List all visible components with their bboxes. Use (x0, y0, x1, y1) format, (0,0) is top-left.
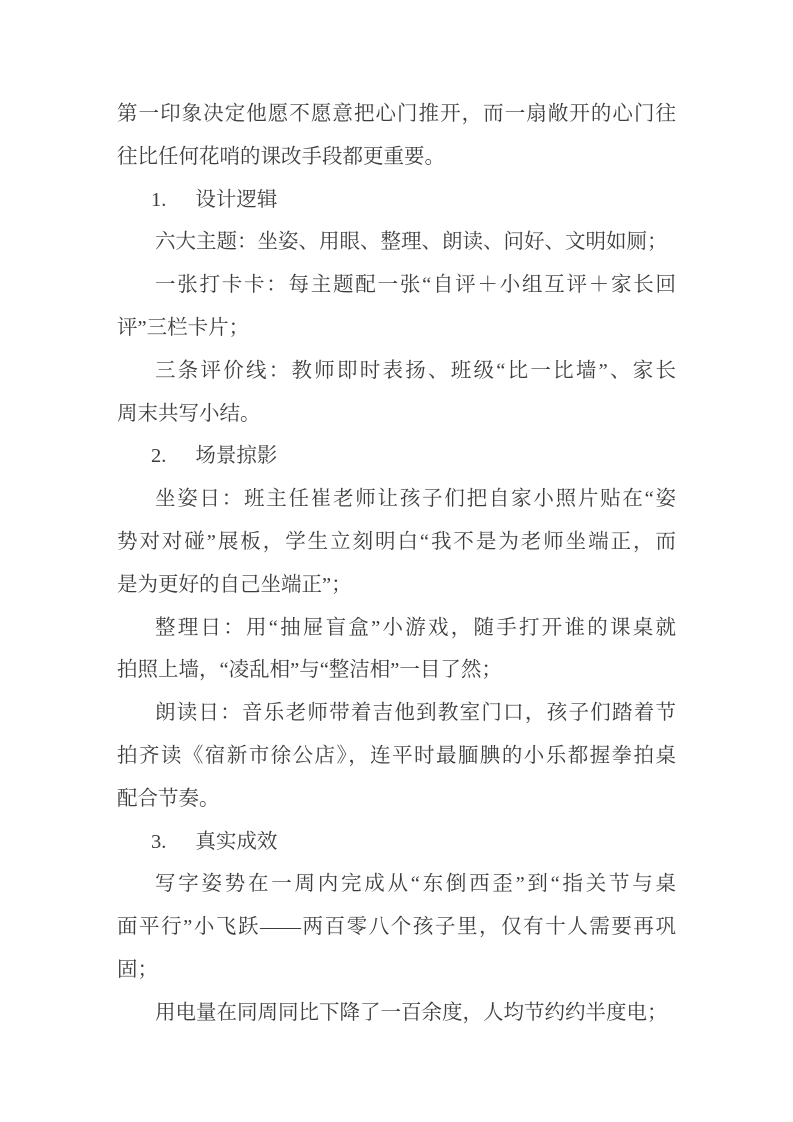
text-line: 拍齐读《宿新市徐公店》，连平时最腼腆的小乐都握拳拍桌 (117, 744, 676, 767)
text-line: 三条评价线：教师即时表扬、班级“比一比墙”、家长 (155, 359, 676, 382)
text-line: 往比任何花哨的课改手段都更重要。 (117, 145, 445, 168)
heading-line (117, 821, 676, 864)
heading-line (117, 435, 676, 478)
text-line: 第一印象决定他愿不愿意把心门推开，而一扇敞开的心门往 (117, 103, 676, 125)
text-line: 写字姿势在一周内完成从“东倒西歪”到“指关节与桌 (155, 873, 676, 896)
text-line: 用电量在同周同比下降了一百余度，人均节约约半度电； (155, 1001, 668, 1024)
heading-title: 真实成效 (195, 830, 278, 853)
paragraph (117, 93, 676, 179)
paragraph (117, 478, 676, 606)
text-line: 周末共写小结。 (117, 402, 261, 425)
paragraph (117, 607, 676, 693)
heading-number: 2. (151, 445, 167, 468)
section-heading-real-results (117, 821, 676, 864)
paragraph (117, 264, 676, 350)
text-line: 朗读日：音乐老师带着吉他到教室门口，孩子们踏着节 (155, 702, 676, 725)
text-line: 固； (117, 958, 158, 981)
section-heading-scene-snapshots (117, 435, 676, 478)
text-line: 评”三栏卡片； (117, 316, 250, 339)
text-line: 面平行”小飞跃——两百零八个孩子里，仅有十人需要再巩 (117, 916, 676, 939)
text-line: 一张打卡卡：每主题配一张“自评＋小组互评＋家长回 (155, 274, 676, 297)
heading-line (117, 179, 676, 222)
heading-number: 1. (151, 188, 167, 211)
paragraph (117, 992, 676, 1035)
text-line: 六大主题：坐姿、用眼、整理、朗读、问好、文明如厕； (155, 231, 668, 254)
text-line: 坐姿日：班主任崔老师让孩子们把自家小照片贴在“姿 (155, 488, 676, 511)
section-heading-design-logic (117, 179, 676, 222)
text-line: 拍照上墙，“凌乱相”与“整洁相”一目了然； (117, 659, 502, 682)
paragraph (117, 221, 676, 264)
text-line: 势对对碰”展板，学生立刻明白“我不是为老师坐端正，而 (117, 530, 676, 553)
heading-number: 3. (151, 830, 167, 853)
paragraph (117, 692, 676, 820)
text-line: 是为更好的自己坐端正”； (117, 573, 352, 596)
text-line: 整理日：用“抽屉盲盒”小游戏，随手打开谁的课桌就 (155, 616, 676, 639)
text-line: 配合节奏。 (117, 787, 220, 810)
heading-title: 设计逻辑 (195, 188, 278, 211)
heading-title: 场景掠影 (195, 445, 278, 468)
paragraph (117, 863, 676, 991)
paragraph (117, 350, 676, 436)
